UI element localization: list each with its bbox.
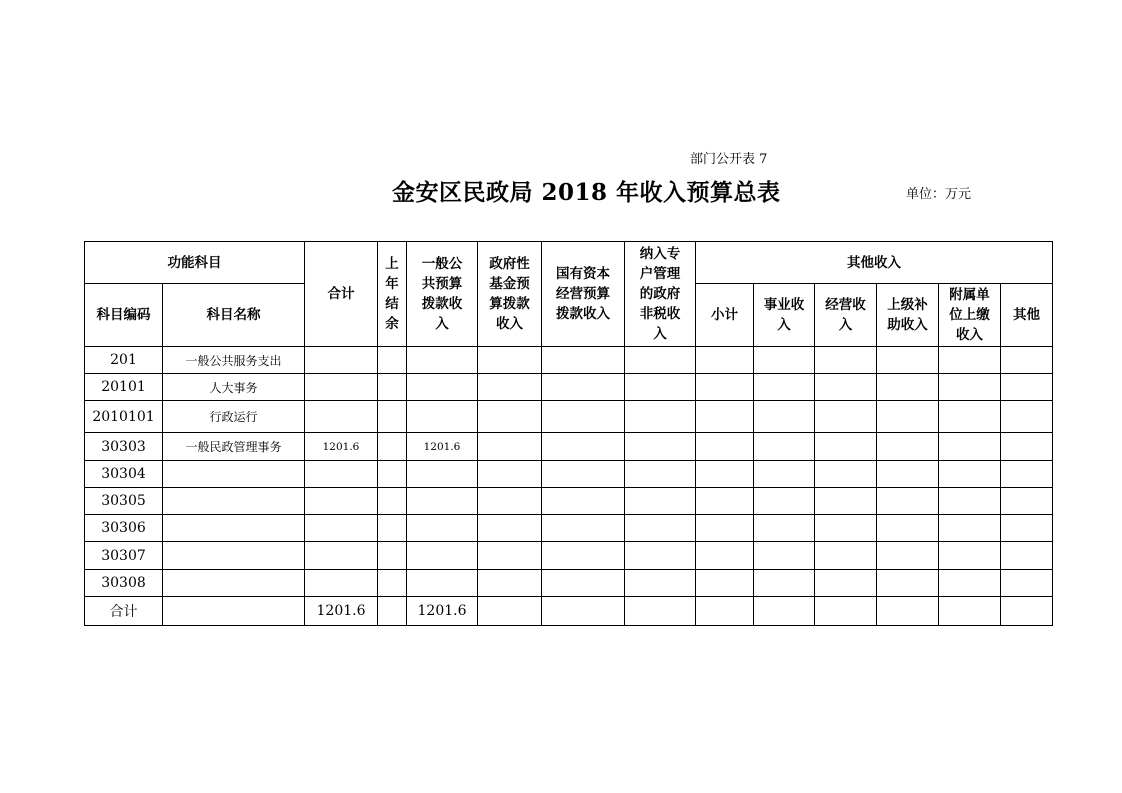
row-prev-year-balance xyxy=(378,433,407,461)
row-empty-cell xyxy=(625,542,696,570)
row-total xyxy=(305,488,378,515)
row-empty-cell xyxy=(877,374,939,401)
table-row xyxy=(85,401,1053,433)
row-empty-cell xyxy=(1001,515,1053,542)
row-empty-cell xyxy=(939,433,1001,461)
header-subject-name: 科目名称 xyxy=(163,284,305,347)
row-empty-cell xyxy=(478,433,542,461)
table-row xyxy=(85,433,1053,461)
row-prev-year-balance xyxy=(378,374,407,401)
total-label: 合计 xyxy=(85,597,163,626)
row-empty-cell xyxy=(478,542,542,570)
header-subject-code: 科目编码 xyxy=(85,284,163,347)
row-general-budget xyxy=(407,515,478,542)
header-special-nontax: 纳入专 户管理 的政府 非税收 入 xyxy=(625,242,696,347)
row-empty-cell xyxy=(939,515,1001,542)
row-name: 行政运行 xyxy=(163,401,305,433)
row-empty-cell xyxy=(815,374,877,401)
table-body xyxy=(85,347,1053,597)
row-empty-cell xyxy=(625,374,696,401)
row-prev-year-balance xyxy=(378,461,407,488)
row-empty-cell xyxy=(939,542,1001,570)
budget-table xyxy=(84,241,1053,626)
table-row xyxy=(85,570,1053,597)
row-empty-cell xyxy=(1001,433,1053,461)
row-empty-cell xyxy=(939,374,1001,401)
row-empty-cell xyxy=(877,542,939,570)
row-empty-cell xyxy=(939,461,1001,488)
row-empty-cell xyxy=(754,374,815,401)
page-title: 金安区民政局 2018 年收入预算总表 xyxy=(392,179,781,206)
row-empty-cell xyxy=(1001,401,1053,433)
row-general-budget xyxy=(407,542,478,570)
header-subtotal: 小计 xyxy=(696,284,754,347)
header-operating-income: 经营收 入 xyxy=(815,284,877,347)
row-empty-cell xyxy=(696,515,754,542)
header-business-income: 事业收 入 xyxy=(754,284,815,347)
row-empty-cell xyxy=(754,488,815,515)
row-code: 30307 xyxy=(85,542,163,570)
row-prev-year-balance xyxy=(378,570,407,597)
row-empty-cell xyxy=(625,515,696,542)
row-code: 20101 xyxy=(85,374,163,401)
row-empty-cell xyxy=(1001,542,1053,570)
row-empty-cell xyxy=(696,374,754,401)
row-total xyxy=(305,542,378,570)
header-affiliated-income: 附属单 位上缴 收入 xyxy=(939,284,1001,347)
row-empty-cell xyxy=(478,374,542,401)
row-empty-cell xyxy=(696,433,754,461)
row-empty-cell xyxy=(815,488,877,515)
row-code: 2010101 xyxy=(85,401,163,433)
row-empty-cell xyxy=(696,570,754,597)
row-empty-cell xyxy=(696,488,754,515)
header-func-subject: 功能科目 xyxy=(85,242,305,284)
row-empty-cell xyxy=(815,542,877,570)
table-row xyxy=(85,515,1053,542)
header-gov-fund: 政府性 基金预 算拨款 收入 xyxy=(478,242,542,347)
table-row xyxy=(85,461,1053,488)
row-empty-cell xyxy=(939,488,1001,515)
row-empty-cell xyxy=(1001,461,1053,488)
row-empty-cell xyxy=(542,374,625,401)
row-general-budget xyxy=(407,347,478,374)
row-empty-cell xyxy=(542,515,625,542)
row-empty-cell xyxy=(696,461,754,488)
row-empty-cell xyxy=(754,433,815,461)
row-empty-cell xyxy=(877,461,939,488)
row-empty-cell xyxy=(478,461,542,488)
row-total xyxy=(305,401,378,433)
row-empty-cell xyxy=(754,570,815,597)
row-general-budget xyxy=(407,461,478,488)
row-empty-cell xyxy=(939,401,1001,433)
row-prev-year-balance xyxy=(378,401,407,433)
row-empty-cell xyxy=(877,401,939,433)
row-empty-cell xyxy=(815,347,877,374)
header-other: 其他 xyxy=(1001,284,1053,347)
row-name xyxy=(163,515,305,542)
table-row xyxy=(85,374,1053,401)
row-empty-cell xyxy=(754,401,815,433)
row-empty-cell xyxy=(625,461,696,488)
row-empty-cell xyxy=(754,515,815,542)
row-empty-cell xyxy=(625,488,696,515)
row-empty-cell xyxy=(625,347,696,374)
row-total xyxy=(305,515,378,542)
row-empty-cell xyxy=(542,570,625,597)
row-prev-year-balance xyxy=(378,515,407,542)
row-empty-cell xyxy=(877,433,939,461)
row-empty-cell xyxy=(542,401,625,433)
table-row xyxy=(85,542,1053,570)
row-empty-cell xyxy=(478,401,542,433)
row-empty-cell xyxy=(542,347,625,374)
row-empty-cell xyxy=(542,488,625,515)
row-empty-cell xyxy=(815,515,877,542)
row-empty-cell xyxy=(625,401,696,433)
row-code: 30305 xyxy=(85,488,163,515)
row-empty-cell xyxy=(815,401,877,433)
row-empty-cell xyxy=(478,515,542,542)
row-empty-cell xyxy=(696,401,754,433)
row-empty-cell xyxy=(542,461,625,488)
total-amount: 1201.6 xyxy=(305,597,378,626)
header-general-budget: 一般公 共预算 拨款收 入 xyxy=(407,242,478,347)
table-row xyxy=(85,488,1053,515)
row-name: 一般公共服务支出 xyxy=(163,347,305,374)
row-code: 30303 xyxy=(85,433,163,461)
row-name xyxy=(163,542,305,570)
header-prev-year-balance: 上 年 结 余 xyxy=(378,242,407,347)
row-total xyxy=(305,461,378,488)
row-empty-cell xyxy=(815,570,877,597)
row-empty-cell xyxy=(696,347,754,374)
document-label: 部门公开表 7 xyxy=(690,152,768,167)
row-prev-year-balance xyxy=(378,488,407,515)
row-prev-year-balance xyxy=(378,542,407,570)
row-code: 30306 xyxy=(85,515,163,542)
row-name: 人大事务 xyxy=(163,374,305,401)
row-empty-cell xyxy=(877,570,939,597)
row-total xyxy=(305,347,378,374)
row-prev-year-balance xyxy=(378,347,407,374)
row-code: 201 xyxy=(85,347,163,374)
header-total: 合计 xyxy=(305,242,378,347)
row-name: 一般民政管理事务 xyxy=(163,433,305,461)
row-code: 30308 xyxy=(85,570,163,597)
row-empty-cell xyxy=(625,433,696,461)
row-general-budget xyxy=(407,374,478,401)
row-empty-cell xyxy=(877,347,939,374)
row-empty-cell xyxy=(815,433,877,461)
total-row xyxy=(85,597,1053,626)
row-general-budget xyxy=(407,488,478,515)
row-empty-cell xyxy=(542,542,625,570)
row-empty-cell xyxy=(877,515,939,542)
row-total: 1201.6 xyxy=(305,433,378,461)
row-empty-cell xyxy=(1001,488,1053,515)
row-general-budget xyxy=(407,401,478,433)
row-empty-cell xyxy=(1001,347,1053,374)
row-empty-cell xyxy=(939,570,1001,597)
row-general-budget xyxy=(407,570,478,597)
row-empty-cell xyxy=(478,488,542,515)
row-code: 30304 xyxy=(85,461,163,488)
row-empty-cell xyxy=(625,570,696,597)
unit-label: 单位：万元 xyxy=(906,187,972,202)
row-empty-cell xyxy=(696,542,754,570)
table-row xyxy=(85,347,1053,374)
row-general-budget: 1201.6 xyxy=(407,433,478,461)
row-empty-cell xyxy=(939,347,1001,374)
row-empty-cell xyxy=(754,542,815,570)
row-empty-cell xyxy=(815,461,877,488)
row-total xyxy=(305,570,378,597)
header-state-capital: 国有资本 经营预算 拨款收入 xyxy=(542,242,625,347)
row-empty-cell xyxy=(1001,374,1053,401)
row-empty-cell xyxy=(478,570,542,597)
header-other-income: 其他收入 xyxy=(696,242,1053,284)
row-empty-cell xyxy=(1001,570,1053,597)
row-name xyxy=(163,570,305,597)
total-general-budget: 1201.6 xyxy=(407,597,478,626)
row-name xyxy=(163,488,305,515)
row-total xyxy=(305,374,378,401)
row-name xyxy=(163,461,305,488)
header-superior-subsidy: 上级补 助收入 xyxy=(877,284,939,347)
row-empty-cell xyxy=(877,488,939,515)
row-empty-cell xyxy=(754,347,815,374)
row-empty-cell xyxy=(542,433,625,461)
row-empty-cell xyxy=(754,461,815,488)
row-empty-cell xyxy=(478,347,542,374)
